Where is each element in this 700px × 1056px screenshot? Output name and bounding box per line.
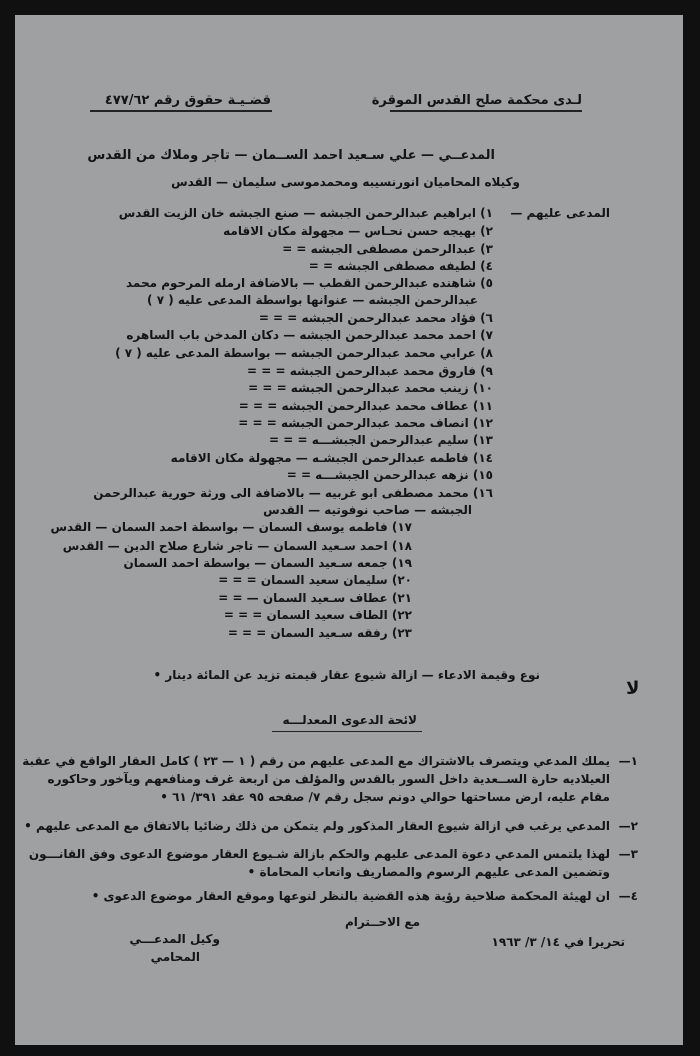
paragraph-number: ٢— [618, 819, 638, 833]
regards: مع الاحــترام [345, 915, 420, 929]
claim-type: نوع وقيمة الادعاء — ازالة شيوع عقار قيمته تزيد عن المائة دينار • [153, 668, 540, 682]
defendant-item: ١٧) فاطمه يوسف السمان — بواسطة احمد السمان — القدس [50, 520, 412, 534]
defendant-item: ١٢) انصاف محمد عبدالرحمن الجبشه = = = [238, 416, 493, 430]
paragraph-line: وتضمين المدعى عليهم الرسوم والمصاريف واتعاب المحاماة • [247, 865, 610, 879]
defendant-item: ٢٠) سليمان سعيد السمان = = = [218, 573, 412, 587]
paragraph-line: المدعي يرغب في ازالة شيوع العقار المذكور ولم يتمكن من ذلك رضائيا بالاتفاق مع المدعى عليهم • [24, 819, 610, 833]
plaintiff-agents: وكيلاه المحاميان انورنسيبه ومحمدموسى سليمان — القدس [171, 175, 520, 189]
court-heading-underline [390, 110, 582, 112]
defendant-item: ١٠) زينب محمد عبدالرحمن الجبشه = = = [248, 381, 493, 395]
date: تحريرا في ١٤/ ٣/ ١٩٦٣ [491, 935, 625, 949]
paragraph-line: مقام عليه، ارض مساحتها حوالي دونم سجل رقم ٧/ صفحه ٩٥ عقد ٣٩١/ ٦١ • [160, 790, 610, 804]
handwritten-mark: ﻻ [626, 678, 640, 699]
paragraph-line: لهذا يلتمس المدعي دعوة المدعى عليهم والحكم بازالة شـيوع العقار موضوع الدعوى وفق القانـــون [28, 847, 610, 861]
plaintiff-line: المدعــي — علي سـعيد احمد الســمان — تاجر وملاك من القدس [87, 148, 495, 163]
case-number-underline [90, 110, 272, 112]
defendant-item: ٣) عبدالرحمن مصطفى الجبشه = = [282, 242, 493, 256]
case-number: قضـيـة حقوق رقم ٤٧٧/٦٢ [104, 93, 271, 108]
defendant-item: ١) ابراهيم عبدالرحمن الجبشه — صنع الجبشه خان الزيت القدس [118, 206, 493, 220]
defendant-item: ٢٢) الطاف سعيد السمان = = = [223, 608, 412, 622]
paragraph-number: ٣— [618, 847, 638, 861]
defendant-item: ٢٣) رفقه سـعيد السمان = = = [227, 626, 412, 640]
defendant-item: ١١) عطاف محمد عبدالرحمن الجبشه = = = [238, 399, 493, 413]
defendant-item: ٥) شاهنده عبدالرحمن القطب — بالاضافة ارمله المرحوم محمد [126, 276, 493, 290]
defendant-item: ١٤) فاطمه عبدالرحمن الجبشـه — مجهولة مكان الاقامه [170, 451, 493, 465]
defendant-item: ٩) فاروق محمد عبدالرحمن الجبشه = = = [247, 364, 493, 378]
paragraph-line: ان لهيئة المحكمة صلاحية رؤية هذه القضية بالنظر لنوعها وموقع العقار موضوع الدعوى • [91, 889, 610, 903]
defendant-item: ١٣) سليم عبدالرحمن الجبشـــه = = = [269, 433, 493, 447]
defendant-item: ١٥) نزهه عبدالرحمن الجبشـــه = = [286, 468, 493, 482]
defendant-item: ٦) فؤاد محمد عبدالرحمن الجبشه = = = [258, 311, 493, 325]
defendant-item: ٨) عرابي محمد عبدالرحمن الجبشه — بواسطة المدعى عليه ( ٧ ) [115, 346, 493, 360]
defendant-item: ١٩) جمعه سـعيد السمان — بواسطة احمد السمان [123, 556, 412, 570]
signer-title: وكيل المدعـــي [129, 932, 220, 946]
defendant-item: ٢١) عطاف سـعيد السمان — = = [218, 591, 412, 605]
defendant-item: ١٨) احمد سـعيد السمان — تاجر شارع صلاح الدين — القدس [62, 539, 412, 553]
paragraph-line: يملك المدعي ويتصرف بالاشتراك مع المدعى عليهم من رقم ( ١ — ٢٣ ) كامل العقار الواقع في عقبة [22, 754, 610, 768]
defendant-item: ٢) بهيجه حسن نحـاس — مجهولة مكان الاقامه [223, 224, 493, 238]
amended-title-underline [272, 731, 422, 732]
paragraph-number: ٤— [618, 889, 638, 903]
defendant-item: عبدالرحمن الجبشه — عنوانها بواسطة المدعى عليه ( ٧ ) [147, 293, 478, 307]
paragraph-line: العيلاديه حارة الســعدية داخل السور بالقدس والمؤلف من اربعة غرف ومنافعهم ويآخور وحاكوره [47, 772, 610, 786]
amended-title: لائحة الدعوى المعدلـــه [282, 713, 417, 727]
defendants-label: المدعى عليهم — [510, 206, 610, 220]
defendant-item: الجبشه — صاحب نوفوتيه — القدس [263, 503, 472, 517]
paragraph-number: ١— [618, 754, 638, 768]
defendant-item: ١٦) محمد مصطفى ابو غربيه — بالاضافة الى ورثة حورية عبدالرحمن [93, 486, 493, 500]
signer-role: المحامي [150, 950, 200, 964]
court-heading: لـدى محكمة صلح القدس الموقرة [371, 93, 582, 108]
defendant-item: ٧) احمد محمد عبدالرحمن الجبشه — دكان المدخن باب الساهره [126, 328, 493, 342]
defendant-item: ٤) لطيفه مصطفى الجبشه = = [308, 259, 493, 273]
